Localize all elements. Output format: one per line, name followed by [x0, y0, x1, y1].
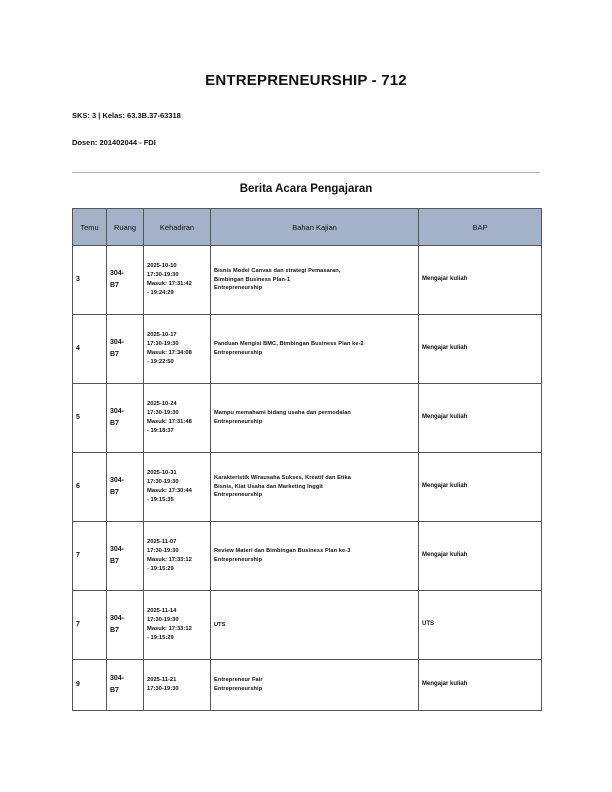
kehadiran-line: 17:30-19:30 [147, 410, 179, 417]
cell-bap: Mengajar kuliah [419, 660, 542, 711]
bahan-line: Entrepreneurship [214, 557, 263, 563]
ruang-line: B7 [110, 687, 119, 694]
kehadiran-line: Masuk: 17:31:42 [147, 281, 192, 287]
ruang-line: 304- [110, 270, 125, 278]
table-row [73, 591, 542, 660]
cell-ruang [107, 384, 144, 453]
table-row [73, 384, 542, 453]
column-header-temu: Temu [73, 209, 107, 246]
cell-bap: Mengajar kuliah [419, 522, 542, 591]
cell-ruang [107, 315, 144, 384]
cell-bahan-kajian [211, 453, 419, 522]
kehadiran-line: - 19:24:29 [147, 289, 174, 296]
ruang-line: 304- [110, 477, 125, 485]
cell-kehadiran [144, 384, 211, 453]
cell-temu: 7 [73, 522, 107, 591]
bahan-line: Entrepreneurship [214, 350, 263, 356]
kehadiran-line: 17:30-19:30 [147, 548, 179, 555]
cell-bahan-kajian [211, 384, 419, 453]
kehadiran-line: Masuk: 17:33:12 [147, 626, 192, 632]
ruang-line: B7 [110, 282, 119, 289]
kehadiran-line: Masuk: 17:31:48 [147, 419, 192, 425]
table-row [73, 660, 542, 711]
cell-temu: 4 [73, 315, 107, 384]
bahan-line: Entrepreneurship [214, 285, 263, 292]
bahan-line: Review Materi dan Bimbingan Business Plan ke-3 [214, 548, 351, 555]
ruang-line: 304- [110, 615, 125, 623]
kehadiran-line: Masuk: 17:30:44 [147, 488, 192, 494]
cell-bahan-kajian [211, 591, 419, 660]
kehadiran-line: 2025-10-10 [147, 263, 177, 270]
kehadiran-line: Masuk: 17:34:08 [147, 350, 192, 356]
bahan-line: UTS [214, 621, 226, 628]
cell-bahan-kajian [211, 315, 419, 384]
bahan-line: Mampu memahami bidang usaha dan permodalan [214, 410, 351, 417]
cell-bahan-kajian [211, 246, 419, 315]
cell-kehadiran [144, 453, 211, 522]
cell-bahan-kajian [211, 522, 419, 591]
table-header-row [73, 209, 542, 246]
cell-bahan-kajian [211, 660, 419, 711]
kehadiran-line: 17:30-19:30 [147, 479, 179, 486]
section-title: Berita Acara Pengajaran [239, 183, 373, 195]
bahan-line: Entrepreneur Fair [214, 677, 263, 684]
cell-bap: Mengajar kuliah [419, 246, 542, 315]
cell-temu: 5 [73, 384, 107, 453]
kehadiran-line: - 19:22:50 [147, 358, 174, 365]
table-row [73, 315, 542, 384]
cell-bap: Mengajar kuliah [419, 453, 542, 522]
bahan-line: Entrepreneurship [214, 686, 263, 692]
sks-kelas-info: SKS: 3 | Kelas: 63.3B.37-63318 [72, 111, 181, 120]
cell-bap: Mengajar kuliah [419, 315, 542, 384]
cell-kehadiran [144, 522, 211, 591]
bahan-line: Bisnis Model Canvas dan strategi Pemasaran, [214, 268, 341, 275]
bahan-line: Entrepreneurship [214, 419, 263, 425]
column-header-bahan-kajian: Bahan Kajian [211, 209, 419, 246]
ruang-line: 304- [110, 339, 125, 347]
bahan-line: Bisnis, Kiat Usaha dan Marketing Inggit [214, 483, 323, 490]
bahan-line: Bimbingan Business Plan-1 [214, 276, 291, 283]
kehadiran-line: 2025-10-17 [147, 332, 177, 339]
kehadiran-line: 2025-11-21 [147, 677, 177, 684]
cell-temu: 6 [73, 453, 107, 522]
kehadiran-line: 17:30-19:30 [147, 272, 179, 279]
table-row [73, 453, 542, 522]
column-header-bap: BAP [419, 209, 542, 246]
bahan-line: Panduan Mengisi BMC, Bimbingan Business Plan ke-2 [214, 341, 364, 348]
cell-bap: UTS [419, 591, 542, 660]
dosen-info: Dosen: 201402044 - FDI [72, 138, 156, 147]
column-header-ruang: Ruang [107, 209, 144, 246]
table-body [73, 246, 542, 711]
ruang-line: B7 [110, 489, 119, 496]
kehadiran-line: 17:30-19:30 [147, 341, 179, 348]
ruang-line: B7 [110, 558, 119, 565]
ruang-line: 304- [110, 675, 125, 683]
kehadiran-line: 2025-10-31 [147, 470, 177, 477]
divider [72, 172, 540, 173]
kehadiran-line: Masuk: 17:33:12 [147, 557, 192, 563]
cell-ruang [107, 522, 144, 591]
kehadiran-line: - 19:15:29 [147, 634, 174, 641]
cell-temu: 7 [73, 591, 107, 660]
table-row [73, 522, 542, 591]
ruang-line: 304- [110, 408, 125, 416]
ruang-line: B7 [110, 420, 119, 427]
ruang-line: 304- [110, 546, 125, 554]
ruang-line: B7 [110, 351, 119, 358]
cell-ruang [107, 246, 144, 315]
kehadiran-line: 17:30-19:30 [147, 617, 179, 624]
bahan-line: Entrepreneurship [214, 492, 263, 499]
cell-temu: 9 [73, 660, 107, 711]
kehadiran-line: - 19:18:37 [147, 427, 174, 434]
bap-table [72, 208, 542, 711]
cell-kehadiran [144, 660, 211, 711]
kehadiran-line: - 19:15:29 [147, 565, 174, 572]
cell-temu: 3 [73, 246, 107, 315]
cell-ruang [107, 591, 144, 660]
cell-bap: Mengajar kuliah [419, 384, 542, 453]
kehadiran-line: 2025-11-07 [147, 539, 177, 546]
page-title: ENTREPRENEURSHIP - 712 [205, 72, 407, 89]
cell-kehadiran [144, 591, 211, 660]
cell-ruang [107, 453, 144, 522]
bahan-line: Karakteristik Wirausaha Sukses, Kreatif dan Etika [214, 475, 351, 482]
kehadiran-line: 17:30-19:30 [147, 686, 179, 692]
kehadiran-line: 2025-11-14 [147, 608, 177, 615]
cell-kehadiran [144, 315, 211, 384]
column-header-kehadiran: Kehadiran [144, 209, 211, 246]
cell-ruang [107, 660, 144, 711]
cell-kehadiran [144, 246, 211, 315]
kehadiran-line: - 19:15:35 [147, 496, 174, 503]
ruang-line: B7 [110, 627, 119, 634]
table-row [73, 246, 542, 315]
kehadiran-line: 2025-10-24 [147, 401, 177, 408]
